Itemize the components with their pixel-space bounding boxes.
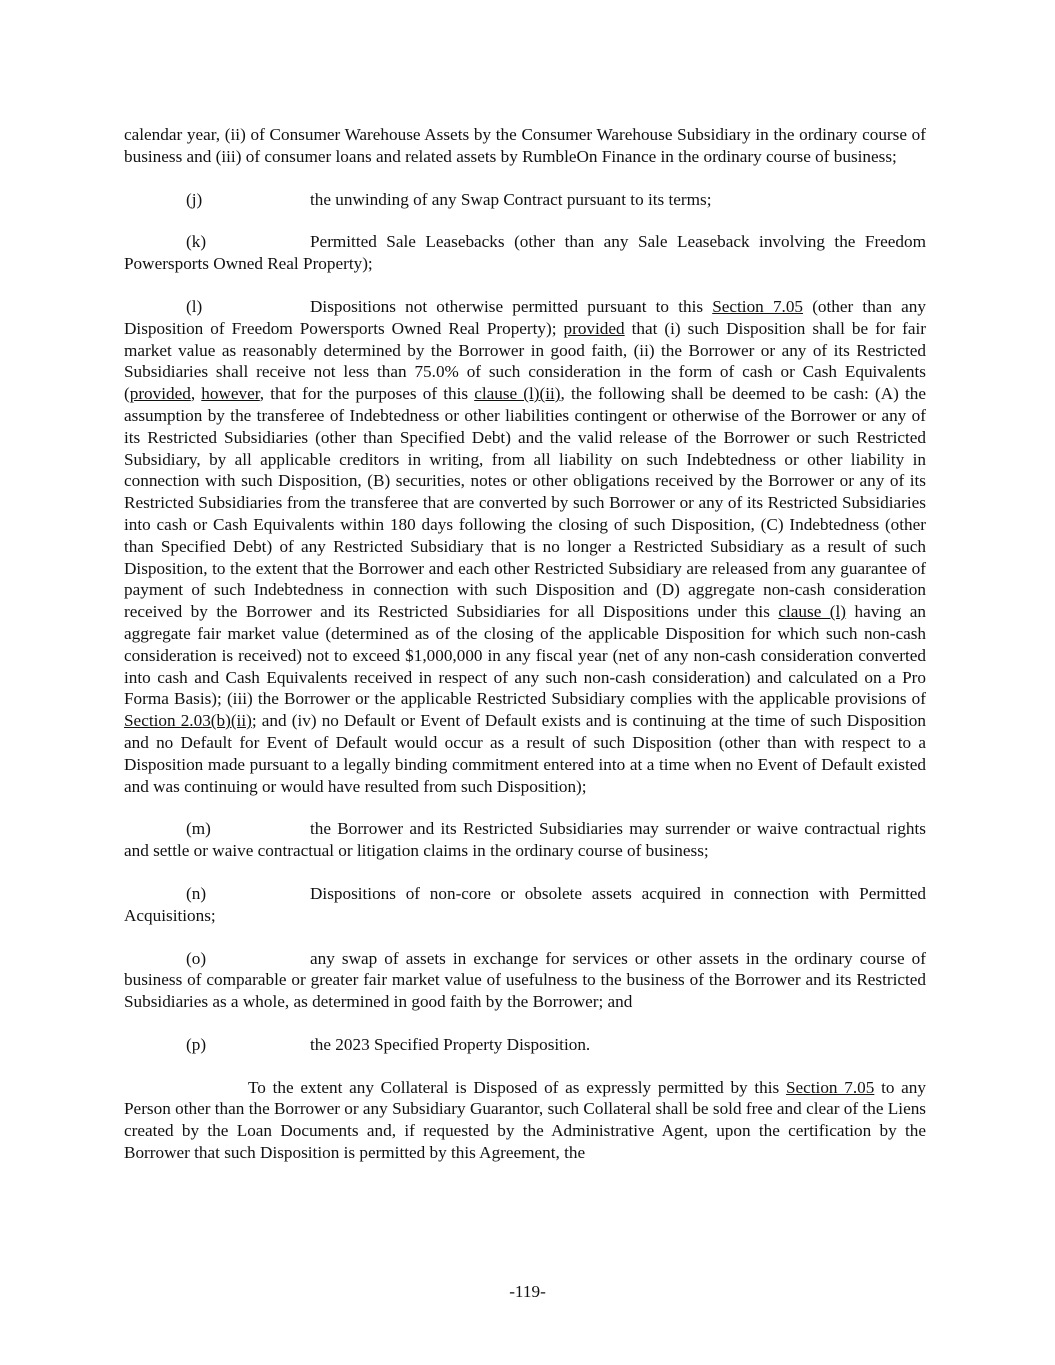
clause-reference: clause (l)(ii) — [474, 384, 561, 404]
clause-text: the unwinding of any Swap Contract pursuant to its terms; — [310, 189, 712, 209]
clause-m — [124, 818, 926, 862]
clause-p — [124, 1034, 926, 1056]
clause-text: any swap of assets in exchange for services or other assets in the ordinary course of business of comparable or greater fair market value of usefulness to the business of the Borrower and its Restricted Subsidiaries as a whole, as determined in good faith by the Borrower; and — [124, 948, 926, 1012]
clause-label: (p) — [186, 1034, 207, 1054]
clause-text: Dispositions of non-core or obsolete assets acquired in connection with Permitted Acquisitions; — [124, 883, 926, 925]
clause-label: (o) — [186, 948, 207, 968]
clause-text: the Borrower and its Restricted Subsidiaries may surrender or waive contractual rights and settle or waive contractual or litigation claims in the ordinary course of business; — [124, 819, 926, 861]
clause-text: that (i) such Disposition shall be for fair market value as reasonably determined by the Borrower in good faith, (ii) the Borrower or any of its Restricted Subsidiaries shall receive not less than 75.0% of such consideration in the form of cash or Cash Equivalents ( — [124, 318, 926, 404]
section-reference: Section 7.05 — [712, 296, 804, 316]
clause-label: (l) — [186, 296, 203, 316]
however-term: however — [201, 384, 260, 404]
clause-text: , the following shall be deemed to be cash: (A) the assumption by the transferee of Indebtedness or other liabilities contingent or otherwise of the Borrower or any of its Restricted Subsidiaries (other than Specified Debt) and the valid release of the Borrower or such Restricted Subsidiary, by all applicable creditors in writing, from all liability on such Indebtedness or other liability in connection with such Disposition, (B) securities, notes or other obligations received by the Borrower or any of its Restricted Subsidiaries from the transferee that are converted by such Borrower or any of its Restricted Subsidiaries into cash or Cash Equivalents within 180 days following the closing of such Disposition, (C) Indebtedness (other than Specified Debt) of any Restricted Subsidiary that is no longer a Restricted Subsidiary as a result of such Disposition, to the extent that the Borrower and each other Restricted Subsidiary are released from any guarantee of payment of such Indebtedness in connection with such Disposition and (D) aggregate non-cash consideration received by the Borrower and its Restricted Subsidiaries for all Dispositions under this — [124, 384, 926, 622]
clause-n — [124, 883, 926, 927]
clause-text: (other than any Disposition of Freedom Powersports Owned Real Property); — [124, 296, 926, 338]
clause-k — [124, 231, 926, 275]
clause-label: (n) — [186, 883, 207, 903]
clause-text: , — [190, 384, 202, 404]
clause-text: Permitted Sale Leasebacks (other than any Sale Leaseback involving the Freedom Powersports Owned Real Property); — [124, 232, 926, 274]
closing-text: To the extent any Collateral is Disposed of as expressly permitted by this — [248, 1077, 786, 1097]
section-reference: Section 7.05 — [785, 1077, 875, 1097]
clause-j — [124, 189, 926, 211]
clause-l — [124, 296, 926, 797]
clause-o — [124, 948, 926, 1013]
document-page — [124, 124, 926, 1185]
clause-text: the 2023 Specified Property Disposition. — [310, 1034, 591, 1054]
clause-text: having an aggregate fair market value (determined as of the closing of the applicable Disposition for which such non-cash consideration is received) not to exceed $1,000,000 in any fiscal year (net of any non-cash consideration converted into cash and Cash Equivalents received in respect of any such non-cash consideration) and calculated on a Pro Forma Basis); (iii) the Borrower or the applicable Restricted Subsidiary complies with the applicable provisions of — [124, 602, 926, 709]
closing-paragraph — [124, 1077, 926, 1164]
clause-label: (m) — [186, 819, 211, 839]
provided-term: provided — [563, 318, 625, 338]
clause-label: (j) — [186, 189, 203, 209]
section-reference: Section 2.03(b)(ii) — [124, 711, 252, 731]
page-number: -119- — [509, 1282, 546, 1301]
clause-reference: clause (l) — [778, 602, 847, 622]
intro-paragraph: calendar year, (ii) of Consumer Warehouse Assets by the Consumer Warehouse Subsidiary in the ordinary course of business and (iii) of consumer loans and related assets by RumbleOn Finance in the ordinary course of business; — [124, 125, 926, 166]
provided-term: provided — [129, 384, 191, 404]
clause-text: , that for the purposes of this — [259, 384, 475, 404]
clause-text: Dispositions not otherwise permitted pursuant to this — [310, 296, 713, 316]
clause-text: ; and (iv) no Default or Event of Default exists and is continuing at the time of such Disposition and no Default for Event of Default would occur as a result of such Disposition (other than with respect to a Disposition made pursuant to a legally binding commitment entered into at a time when no Event of Default existed and was continuing or would have resulted from such Disposition); — [124, 711, 926, 796]
clause-label: (k) — [186, 232, 207, 252]
closing-text: to any Person other than the Borrower or any Subsidiary Guarantor, such Collateral shall be sold free and clear of the Liens created by the Loan Documents and, if requested by the Administrative Agent, upon the certification by the Borrower that such Disposition is permitted by this Agreement, the — [124, 1077, 926, 1163]
